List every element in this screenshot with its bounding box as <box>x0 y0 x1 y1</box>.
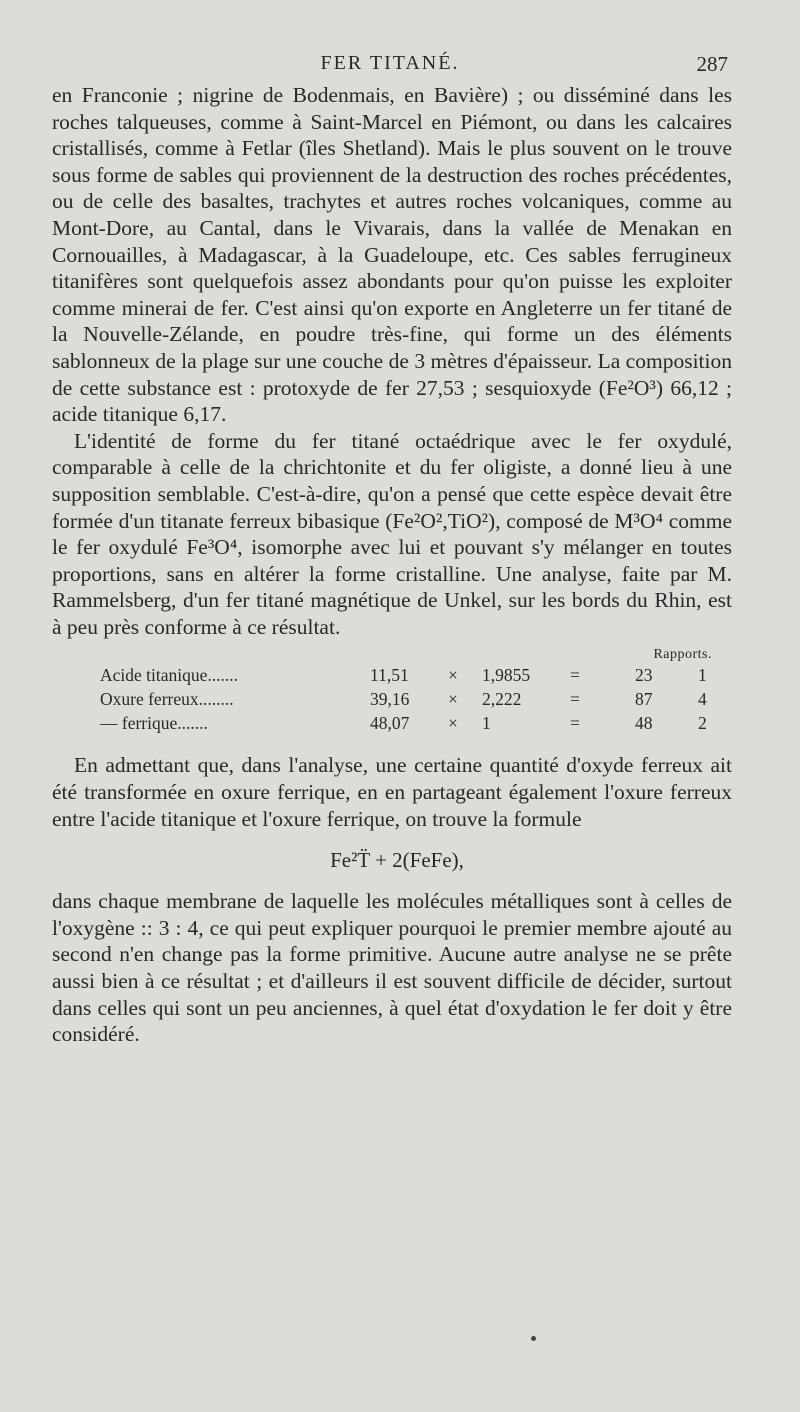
analysis-table <box>52 642 732 752</box>
paragraph-4: dans chaque membrane de laquelle les molécules métalliques sont à celles de l'oxygène :: 3 : 4, ce qui peut expliquer pourquoi le premier membre ajouté au second n'en change pas la forme primitive. Aucune autre analyse ne se prête aussi bien à ce résultat ; et d'ailleurs il est souvent difficile de décider, surtout dans celles qui sont un peu anciennes, à quel état d'oxydation le fer doit y être considéré. <box>52 889 732 1047</box>
paragraph-2: L'identité de forme du fer titané octaédrique avec le fer oxydulé, comparable à celle de la chrichtonite et du fer oligiste, a donné lieu à une supposition semblable. C'est-à-dire, qu'on a pensé que cette espèce devait être formée d'un titanate ferreux bibasique (Fe²O²,TiO²), composé de M³O⁴ comme le fer oxydulé Fe³O⁴, isomorphe avec lui et pouvant s'y mélanger en toutes proportions, sans en altérer la forme cristalline. Une analyse, faite par M. Rammelsberg, d'un fer titané magnétique de Unkel, sur les bords du Rhin, est à peu près conforme à ce résultat. <box>52 428 732 639</box>
page-number: 287 <box>696 52 728 76</box>
row-label: Acide titanique....... <box>100 665 239 686</box>
table-row <box>52 710 732 732</box>
row-value-a: 48,07 <box>370 713 410 734</box>
running-header <box>52 52 728 82</box>
row-equals: = <box>570 713 580 734</box>
row-ratio-1: 23 <box>635 665 653 686</box>
table-row <box>52 686 732 708</box>
row-equals: = <box>570 665 580 686</box>
row-operator: × <box>448 713 458 734</box>
row-ratio-1: 48 <box>635 713 653 734</box>
chemical-formula: Fe²T̈ + 2(FeFe), <box>330 848 464 873</box>
table-row <box>52 662 732 684</box>
ink-dot <box>531 1336 536 1341</box>
row-equals: = <box>570 689 580 710</box>
row-ratio-1: 87 <box>635 689 653 710</box>
page-body <box>52 82 732 1048</box>
row-operator: × <box>448 689 458 710</box>
row-ratio-2: 2 <box>698 713 707 734</box>
running-title: FER TITANÉ. <box>320 52 460 74</box>
row-value-a: 11,51 <box>370 665 409 686</box>
row-label: — ferrique....... <box>100 713 208 734</box>
row-value-b: 2,222 <box>482 689 522 710</box>
row-value-a: 39,16 <box>370 689 410 710</box>
row-ratio-2: 4 <box>698 689 707 710</box>
row-ratio-2: 1 <box>698 665 707 686</box>
paragraph-3: En admettant que, dans l'analyse, une certaine quantité d'oxyde ferreux ait été transformée en oxure ferrique, en en partageant également l'oxure ferreux entre l'acide titanique et l'oxure ferrique, on trouve la formule <box>52 753 732 831</box>
table-header-rapports: Rapports. <box>653 647 712 663</box>
paragraph-1: en Franconie ; nigrine de Bodenmais, en Bavière) ; ou disséminé dans les roches talqueuses, comme à Saint-Marcel en Piémont, ou dans les calcaires cristallisés, comme à Fetlar (îles Shetland). Mais le plus souvent on le trouve sous forme de sables qui proviennent de la destruction des roches précédentes, ou de celle des basaltes, trachytes et autres roches volcaniques, comme au Mont-Dore, au Cantal, dans le Vivarais, dans la vallée de Menakan en Cornouailles, à Madagascar, à la Guadeloupe, etc. Ces sables ferrugineux titanifères sont quelquefois assez abondants pour qu'on puisse les exploiter comme minerai de fer. C'est ainsi qu'on exporte en Angleterre un fer titané de la Nouvelle-Zélande, en poudre très-fine, qui forme un des éléments sablonneux de la plage sur une couche de 3 mètres d'épaisseur. La composition de cette substance est : protoxyde de fer 27,53 ; sesquioxyde (Fe²O³) 66,12 ; acide titanique 6,17. <box>52 83 732 427</box>
row-value-b: 1,9855 <box>482 665 531 686</box>
row-operator: × <box>448 665 458 686</box>
row-label: Oxure ferreux........ <box>100 689 234 710</box>
row-value-b: 1 <box>482 713 491 734</box>
